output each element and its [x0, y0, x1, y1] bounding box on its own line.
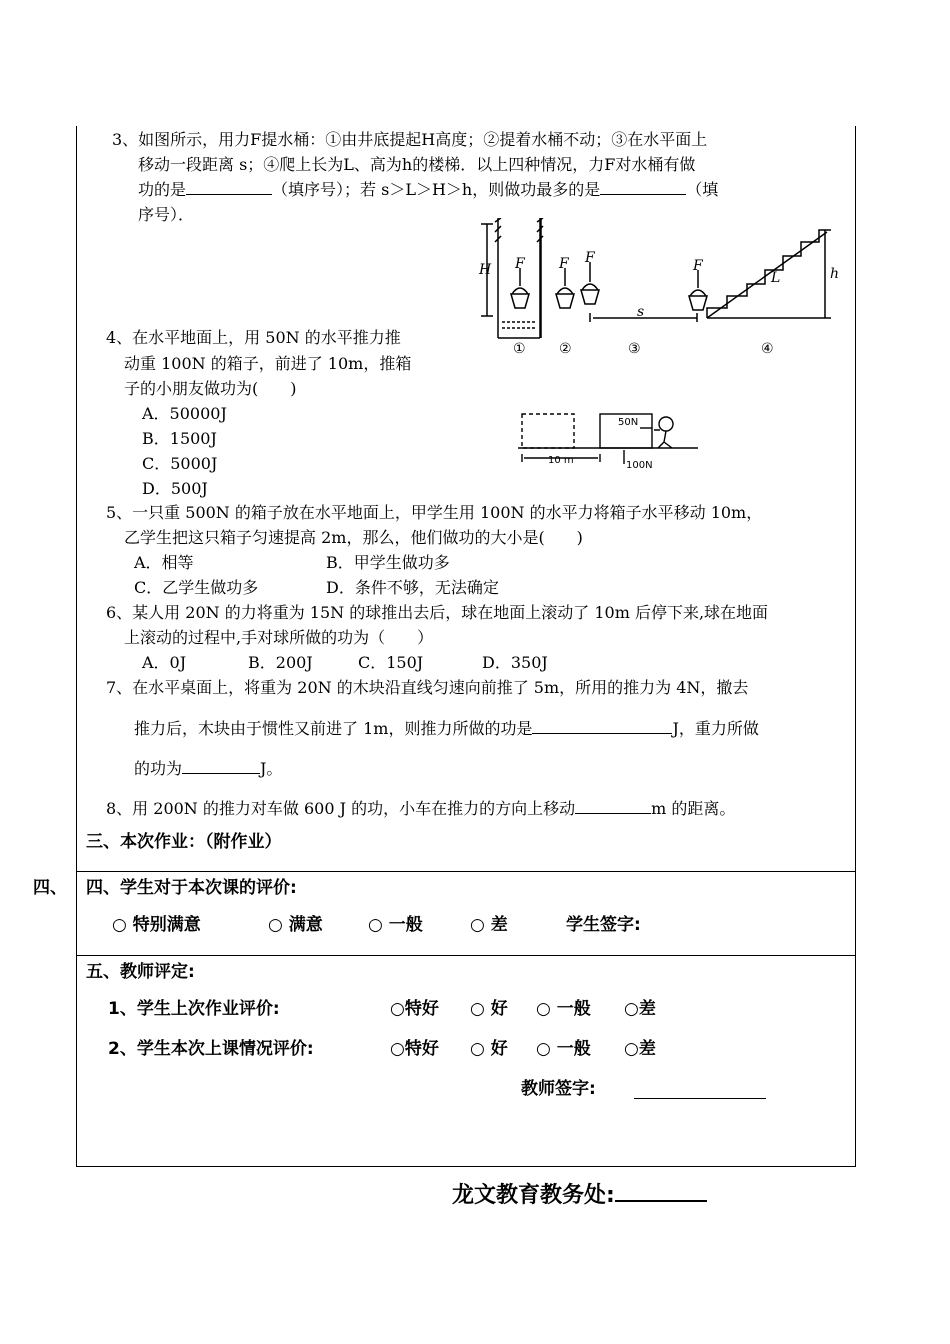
section-5-title: 五、教师评定:	[86, 962, 195, 982]
label-F-3: F	[585, 250, 595, 266]
q3-blank-2[interactable]	[600, 178, 686, 195]
class-eval-good[interactable]: ○ 好	[470, 1039, 508, 1059]
label-F-2: F	[559, 256, 569, 272]
table-bottom-border	[76, 1166, 856, 1167]
class-eval-average[interactable]: ○ 一般	[536, 1039, 591, 1059]
q4-option-d: D．500J	[142, 479, 208, 498]
class-eval-poor[interactable]: ○差	[624, 1039, 656, 1059]
table-right-border	[855, 126, 856, 1167]
q6-line-2: 上滚动的过程中,手对球所做的功为（ ）	[124, 628, 434, 647]
table-divider-2	[76, 955, 856, 956]
student-signature-label: 学生签字:	[566, 915, 641, 935]
homework-eval-average[interactable]: ○ 一般	[536, 999, 591, 1019]
q3-line-2: 移动一段距离 s；④爬上长为L、高为h的楼梯．以上四种情况，力F对水桶有做	[138, 155, 696, 174]
q4-option-c: C．5000J	[142, 454, 218, 473]
q4-line-3: 子的小朋友做功为( )	[124, 379, 297, 398]
label-H: H	[479, 262, 492, 278]
q7-line-3: 的功为 J。	[134, 759, 283, 778]
label-L: L	[771, 270, 781, 286]
label-n1: ①	[513, 341, 526, 357]
q4-line-2: 动重 100N 的箱子，前进了 10m，推箱	[124, 354, 412, 373]
label-n3: ③	[628, 341, 641, 357]
rating-satisfied[interactable]: ○ 满意	[268, 915, 323, 935]
q5-line-1: 5、一只重 500N 的箱子放在水平地面上，甲学生用 100N 的水平力将箱子水平移动 10m，	[106, 503, 763, 522]
teacher-signature-line[interactable]	[634, 1098, 766, 1099]
q6-option-c: C．150J	[358, 653, 424, 672]
teacher-signature-label: 教师签字:	[521, 1079, 596, 1099]
q3-line-3: 功的是 （填序号）；若 s＞L＞H＞h，则做功最多的是 （填	[138, 180, 719, 199]
q8-line: 8、用 200N 的推力对车做 600 J 的功，小车在推力的方向上移动 m 的距离。	[106, 799, 736, 818]
section-4-outer-label: 四、	[33, 878, 67, 898]
footer-office-label: 龙文教育教务处:	[452, 1178, 707, 1212]
q7-line-1: 7、在水平桌面上，将重为 20N 的木块沿直线匀速向前推了 5m，所用的推力为 4N，撤去	[106, 678, 749, 697]
q5-line-2: 乙学生把这只箱子匀速提高 2m，那么，他们做功的大小是( )	[124, 528, 583, 547]
label-50N: 50N	[618, 417, 639, 428]
q4-option-a: A．50000J	[142, 404, 227, 423]
rating-poor[interactable]: ○ 差	[470, 915, 508, 935]
table-divider-1	[76, 871, 856, 872]
table-left-border	[76, 126, 77, 1167]
label-n4: ④	[761, 341, 774, 357]
rating-average[interactable]: ○ 一般	[368, 915, 423, 935]
label-h: h	[830, 266, 840, 282]
homework-eval-excellent[interactable]: ○特好	[390, 999, 439, 1019]
q7-blank-2[interactable]	[182, 757, 260, 774]
label-F-1: F	[515, 256, 525, 272]
label-F-4: F	[693, 258, 703, 274]
rating-very-satisfied[interactable]: ○ 特别满意	[112, 915, 201, 935]
section-3-title: 三、本次作业：（附作业）	[86, 832, 282, 852]
q6-line-1: 6、某人用 20N 的力将重为 15N 的球推出去后，球在地面上滚动了 10m 后停下来,球在地面	[106, 603, 769, 622]
label-n2: ②	[559, 341, 572, 357]
homework-eval-poor[interactable]: ○差	[624, 999, 656, 1019]
class-eval-excellent[interactable]: ○特好	[390, 1039, 439, 1059]
q6-option-b: B．200J	[248, 653, 313, 672]
q5-option-a: A．相等	[134, 553, 194, 572]
section-4-title: 四、学生对于本次课的评价:	[86, 878, 297, 898]
q3-line-1: 3、如图所示，用力F提水桶：①由井底提起H高度；②提着水桶不动；③在水平面上	[112, 130, 708, 149]
q7-blank-1[interactable]	[532, 717, 672, 734]
q5-option-d: D．条件不够，无法确定	[326, 578, 499, 597]
q5-option-c: C．乙学生做功多	[134, 578, 259, 597]
label-10m: 10 m	[548, 455, 574, 466]
q3-diagram	[475, 218, 845, 360]
q4-option-b: B．1500J	[142, 429, 217, 448]
q6-option-a: A．0J	[142, 653, 187, 672]
label-s: s	[637, 304, 645, 320]
q3-blank-1[interactable]	[186, 178, 272, 195]
q5-option-b: B．甲学生做功多	[326, 553, 450, 572]
q4-line-1: 4、在水平地面上，用 50N 的水平推力推	[106, 328, 401, 347]
homework-eval-label: 1、学生上次作业评价:	[108, 999, 280, 1019]
q3-line-4: 序号）．	[138, 205, 195, 224]
homework-eval-good[interactable]: ○ 好	[470, 999, 508, 1019]
footer-signature-blank[interactable]	[615, 1178, 707, 1202]
q6-option-d: D．350J	[482, 653, 548, 672]
class-eval-label: 2、学生本次上课情况评价:	[108, 1039, 314, 1059]
q4-diagram	[518, 408, 698, 472]
label-100N: 100N	[626, 460, 653, 471]
q7-line-2: 推力后，木块由于惯性又前进了 1m，则推力所做的功是 J，重力所做	[134, 719, 759, 738]
q8-blank[interactable]	[575, 797, 651, 814]
